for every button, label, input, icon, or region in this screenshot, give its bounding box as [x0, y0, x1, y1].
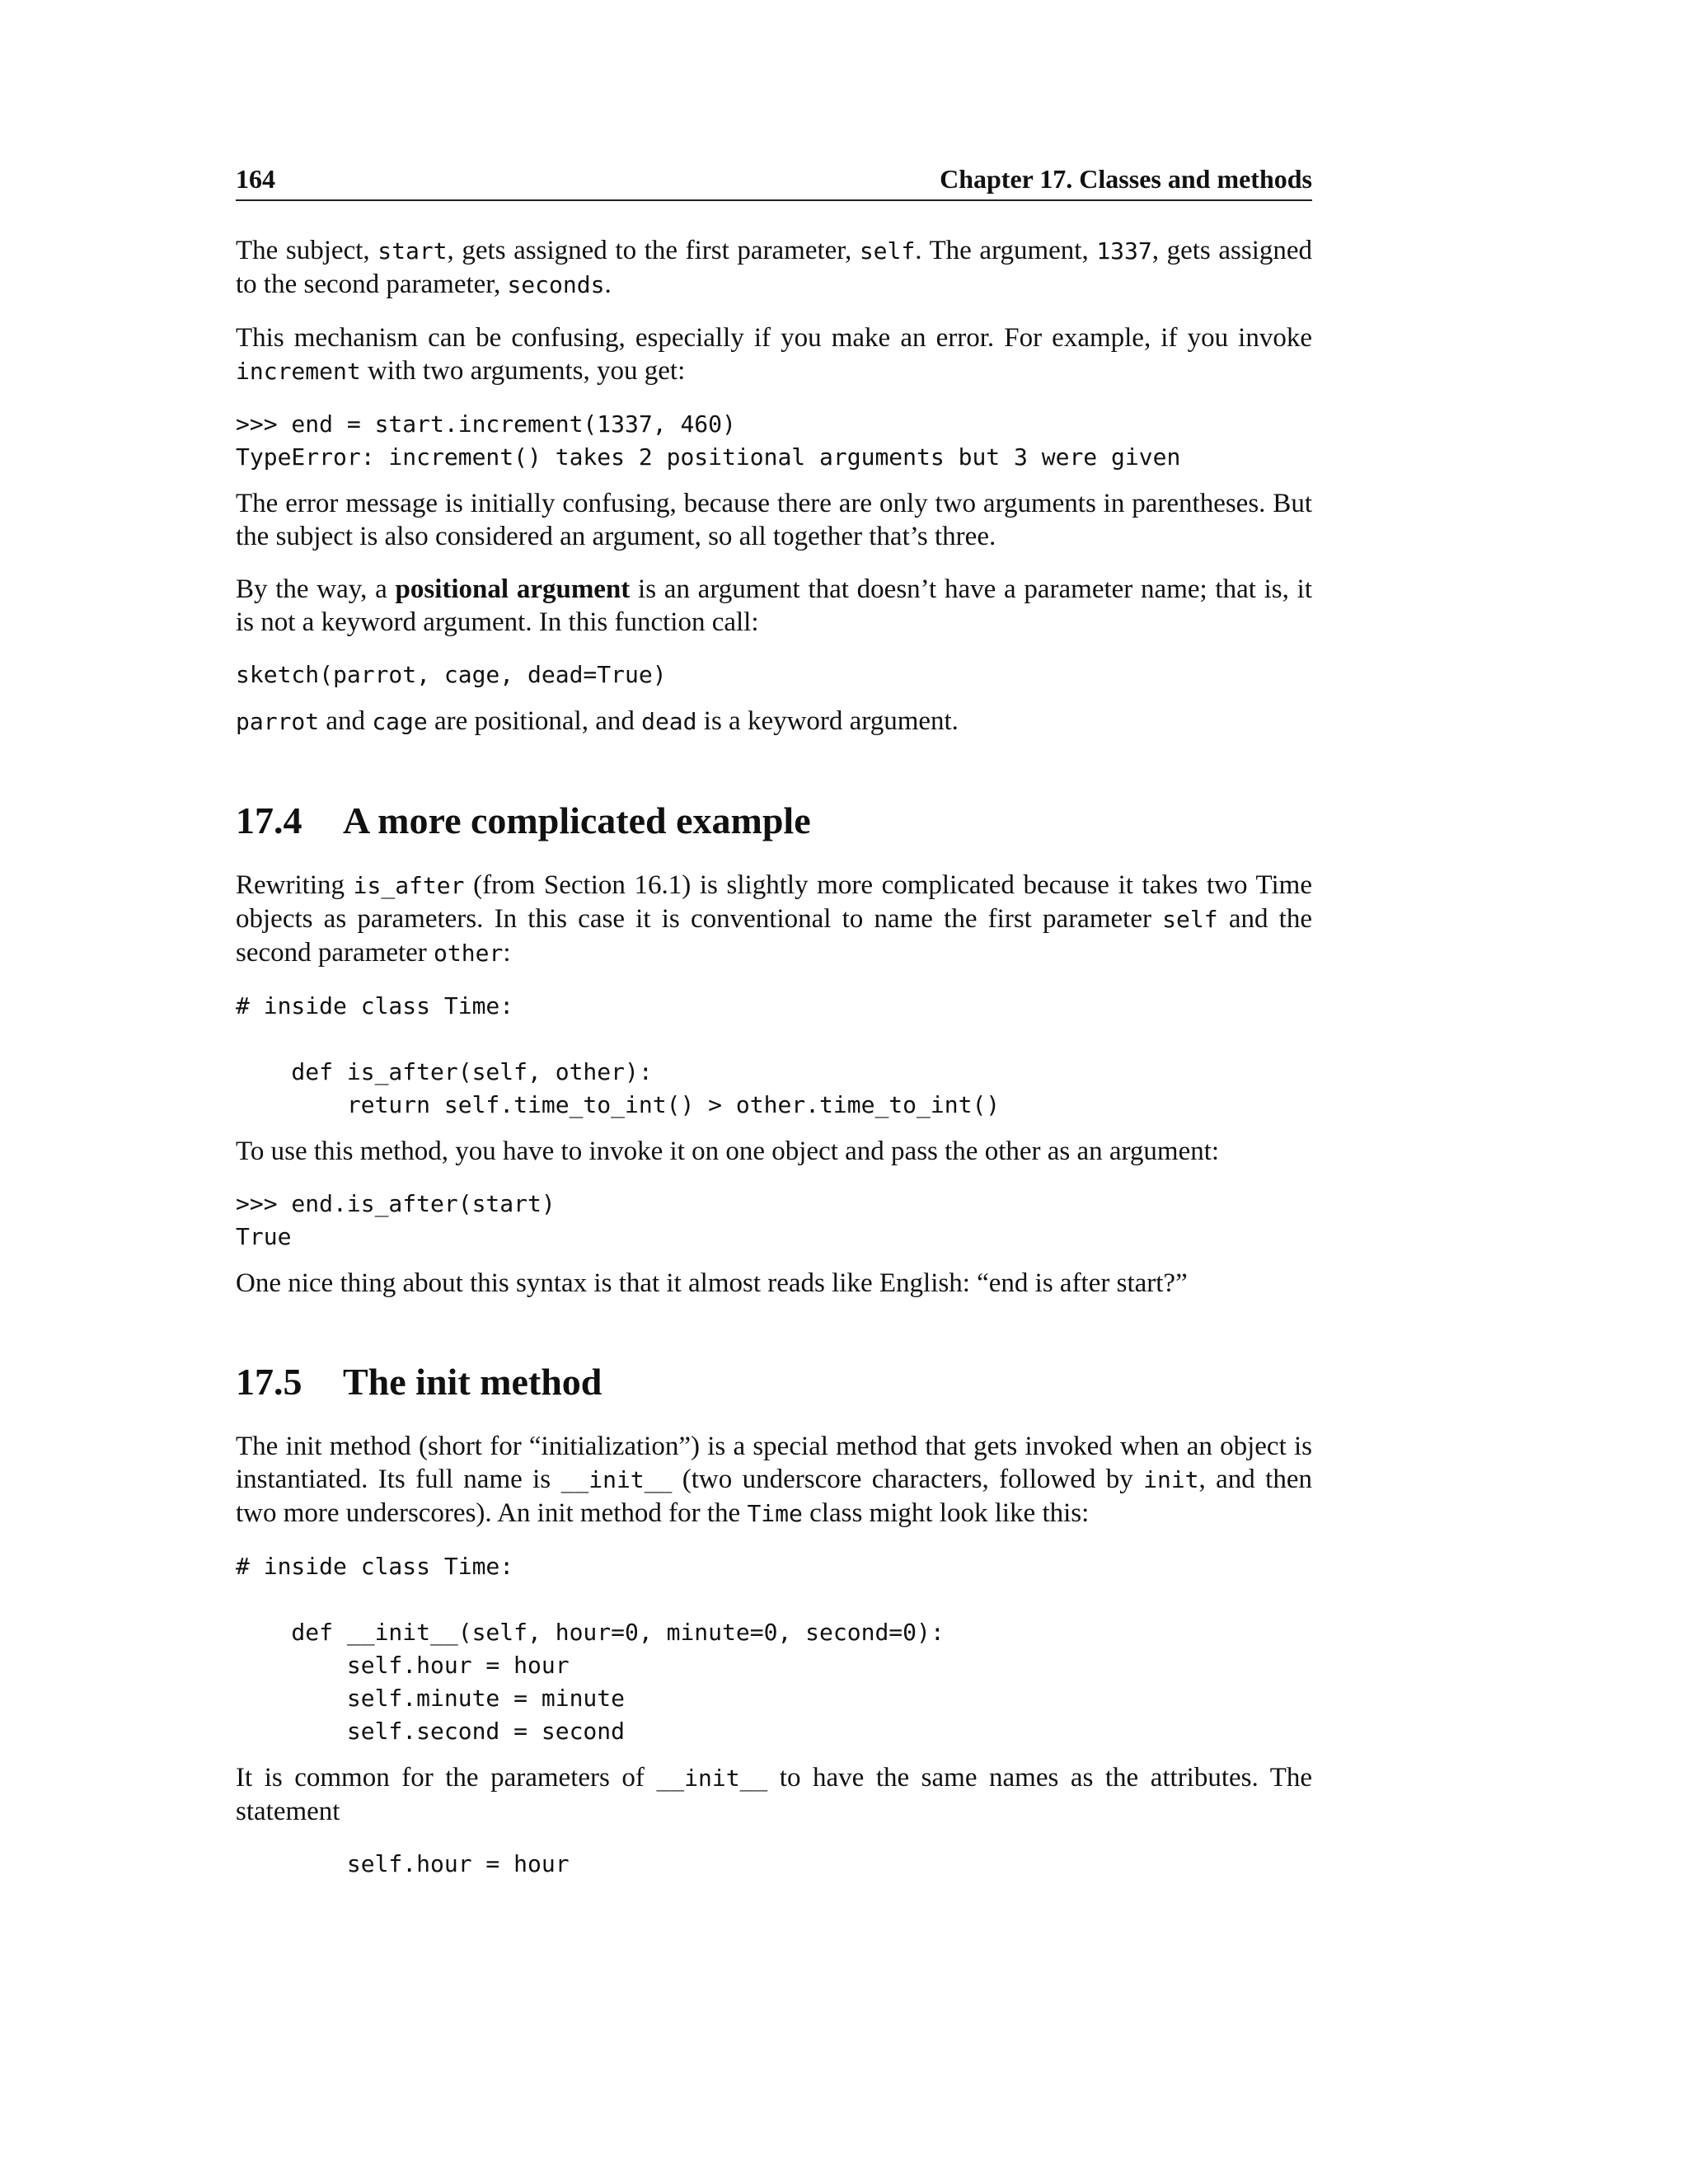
text: and — [319, 706, 373, 736]
inline-code: start — [377, 237, 448, 265]
paragraph-init-method — [236, 1430, 1312, 1530]
page-content — [236, 234, 1312, 1894]
inline-code: __init__ — [656, 1765, 768, 1792]
section-heading-17-4 — [236, 798, 1312, 844]
inline-code: self — [859, 237, 916, 265]
text: are positional, and — [427, 706, 642, 736]
inline-code: seconds — [507, 271, 605, 298]
section-title: A more complicated example — [343, 799, 811, 841]
chapter-title: Chapter 17. Classes and methods — [940, 164, 1312, 194]
inline-code: parrot — [236, 708, 320, 735]
inline-code: is_after — [353, 872, 465, 899]
code-block-init-method: # inside class Time: def __init__(self, hour=0, minute=0, second=0): self.hour = hour self.minute = minute self.second = second — [236, 1553, 945, 1745]
text: . — [604, 269, 612, 299]
inline-code: dead — [641, 708, 697, 735]
text: , gets assigned to the second parameter, — [236, 236, 1313, 299]
section-title: The init method — [343, 1361, 603, 1403]
code-block-sketch-call: sketch(parrot, cage, dead=True) — [236, 661, 667, 688]
text: (two underscore characters, followed by — [672, 1465, 1144, 1494]
text: , gets assigned to the first parameter, — [447, 236, 860, 265]
text: The subject, — [236, 236, 378, 265]
paragraph-reads-like-english: One nice thing about this syntax is that it almost reads like English: “end is after start?” — [236, 1268, 1188, 1298]
code-block-is-after-method: # inside class Time: def is_after(self, other): return self.time_to_int() > other.time_to_int() — [236, 992, 1001, 1118]
inline-code: __init__ — [560, 1466, 673, 1493]
running-header — [236, 162, 1312, 201]
text: (from Section 16.1) is slightly more complicated because it takes two Time objects as parameters. In this case it is conventional to name the first parameter — [236, 870, 1312, 934]
inline-code: init — [1143, 1466, 1199, 1493]
inline-code: other — [434, 940, 504, 967]
inline-code: self — [1162, 906, 1218, 933]
paragraph-rewriting-is-after — [236, 869, 1312, 970]
inline-code: 1337 — [1096, 237, 1152, 265]
term-positional-argument: positional argument — [395, 574, 631, 604]
text: class might look like this: — [802, 1498, 1090, 1528]
text: and the second parameter — [236, 904, 1312, 968]
text: is an argument that doesn’t have a parameter name; that is, it is not a keyword argument. In this function call: — [236, 574, 1312, 637]
inline-code: increment — [236, 358, 361, 385]
text: This mechanism can be confusing, especially if you make an error. For example, if you invoke — [236, 323, 1312, 353]
code-block-increment-error: >>> end = start.increment(1337, 460) TypeError: increment() takes 2 positional arguments but 3 were given — [236, 410, 1181, 471]
text: . The argument, — [915, 236, 1097, 265]
paragraph-subject-assignment — [236, 234, 1312, 302]
paragraph-positional-keyword — [236, 705, 1312, 738]
text: with two arguments, you get: — [360, 356, 686, 386]
section-heading-17-5 — [236, 1359, 1312, 1405]
text: Rewriting — [236, 870, 354, 900]
section-number: 17.5 — [236, 1361, 302, 1403]
paragraph-parameter-names — [236, 1761, 1312, 1828]
paragraph-positional-argument — [236, 573, 1312, 639]
text: , and then two more underscores). An init method for the — [236, 1465, 1312, 1528]
text: The init method (short for “initialization”) is a special method that gets invoked when an object is instantiated. Its full name is — [236, 1432, 1312, 1494]
code-block-self-hour: self.hour = hour — [236, 1850, 570, 1877]
code-block-is-after-call: >>> end.is_after(start) True — [236, 1190, 556, 1250]
document-page — [236, 0, 1312, 2184]
inline-code: cage — [372, 708, 428, 735]
text: to have the same names as the attributes. The statement — [236, 1763, 1312, 1826]
text: is a keyword argument. — [696, 706, 959, 736]
text: It is common for the parameters of — [236, 1763, 657, 1793]
paragraph-mechanism-confusing — [236, 321, 1312, 388]
paragraph-error-message: The error message is initially confusing, because there are only two arguments in parentheses. But the subject is also considered an argument, so all together that’s three. — [236, 489, 1312, 551]
inline-code: Time — [747, 1500, 803, 1527]
text: : — [503, 938, 511, 968]
paragraph-use-this-method: To use this method, you have to invoke it on one object and pass the other as an argument: — [236, 1137, 1220, 1166]
page-number: 164 — [236, 164, 275, 194]
section-number: 17.4 — [236, 799, 302, 841]
text: By the way, a — [236, 574, 396, 604]
